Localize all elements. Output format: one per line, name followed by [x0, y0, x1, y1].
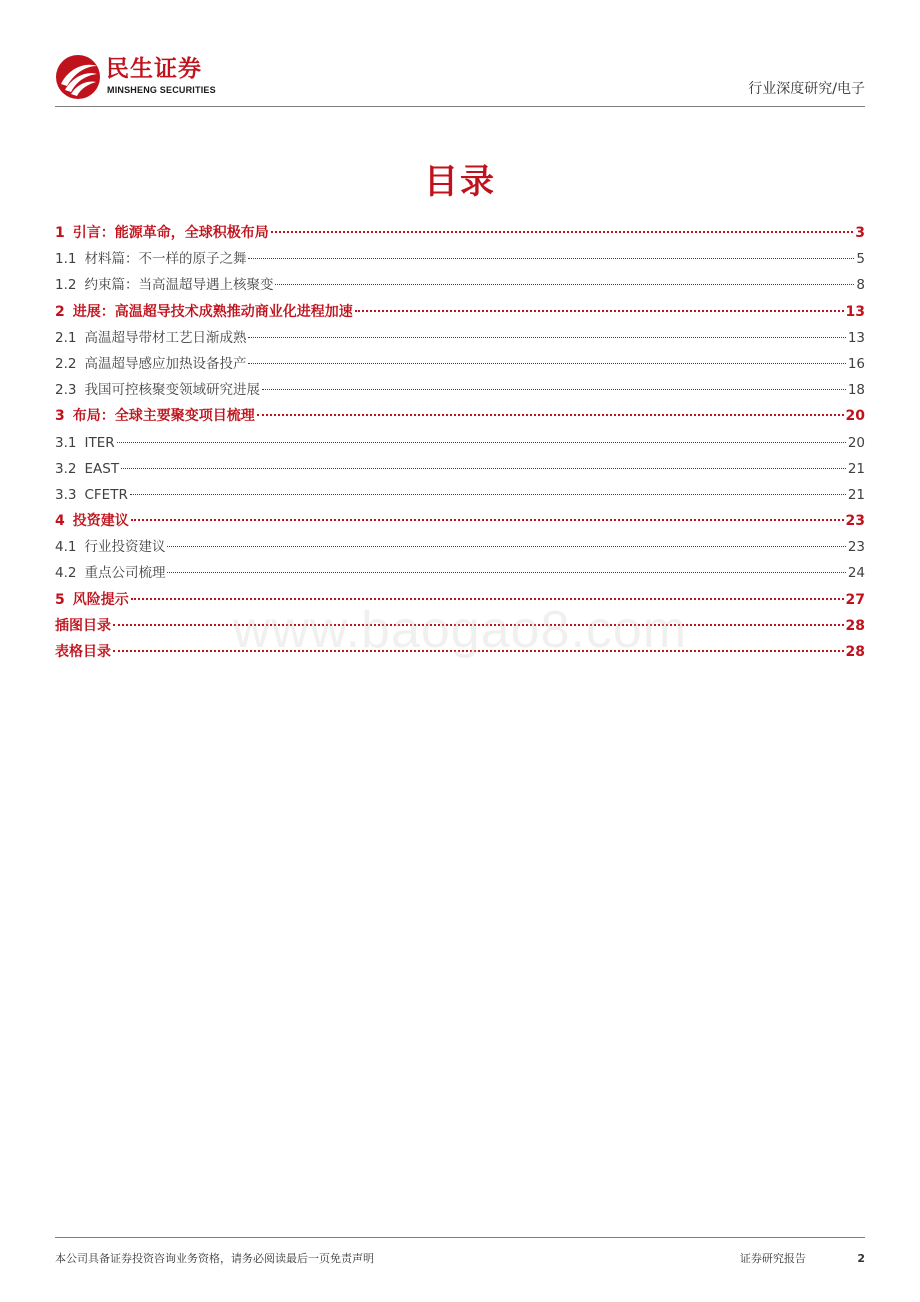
- toc-entry-label: [55, 272, 273, 298]
- toc-entry-number: 2.3: [55, 382, 77, 399]
- toc-entry[interactable]: [55, 482, 865, 508]
- toc-entry-label: [55, 639, 111, 665]
- toc-entry-label: [55, 534, 165, 560]
- company-logo: [55, 54, 275, 102]
- toc-entry-page: 8: [856, 277, 865, 294]
- toc-entry[interactable]: [55, 587, 865, 613]
- toc-entry-text: 风险提示: [72, 591, 129, 608]
- toc-entry-label: [55, 246, 246, 272]
- toc-entry-page: 20: [847, 434, 865, 451]
- toc-entry-text: 高温超导感应加热设备投产: [84, 355, 247, 372]
- page-header: [55, 50, 865, 107]
- toc-entry[interactable]: [55, 508, 865, 534]
- toc-entry[interactable]: [55, 403, 865, 429]
- toc-entry[interactable]: [55, 351, 865, 377]
- toc-entry-number: 1.1: [55, 251, 77, 268]
- toc-leader-dots: [113, 623, 844, 626]
- toc-entry[interactable]: [55, 613, 865, 639]
- toc-entry-label: [55, 430, 115, 456]
- toc-entry-label: [55, 220, 269, 246]
- minsheng-logo-icon: [55, 54, 101, 100]
- toc-entry-page: 23: [845, 513, 865, 530]
- toc-entry-text: 引言：能源革命，全球积极布局: [72, 225, 269, 241]
- toc-entry[interactable]: [55, 325, 865, 351]
- toc-entry-label: [55, 508, 129, 534]
- toc-leader-dots: [355, 309, 844, 312]
- logo-chinese-name: 民生证券: [106, 56, 202, 82]
- toc-entry-page: 13: [845, 303, 865, 320]
- toc-entry[interactable]: [55, 272, 865, 298]
- toc-entry[interactable]: [55, 246, 865, 272]
- toc-entry-label: [55, 377, 260, 403]
- toc-entry-number: 1: [55, 225, 65, 241]
- toc-entry-text: CFETR: [84, 486, 128, 503]
- toc-leader-dots: [271, 230, 854, 233]
- toc-leader-dots: [167, 545, 845, 547]
- toc-leader-dots: [257, 413, 844, 416]
- toc-entry[interactable]: [55, 430, 865, 456]
- toc-entry-page: 21: [847, 460, 865, 477]
- toc-entry-label: [55, 587, 129, 613]
- toc-entry[interactable]: [55, 456, 865, 482]
- toc-leader-dots: [248, 336, 845, 338]
- footer-report-type: 证券研究报告: [739, 1252, 806, 1265]
- toc-entry-page: 5: [856, 251, 865, 268]
- table-of-contents: [55, 220, 865, 665]
- toc-entry-page: 18: [847, 382, 865, 399]
- toc-entry-number: 4.1: [55, 539, 77, 556]
- toc-entry-page: 3: [855, 225, 865, 241]
- toc-entry[interactable]: [55, 377, 865, 403]
- toc-entry-text: 布局：全球主要聚变项目梳理: [72, 408, 255, 425]
- toc-entry-label: [55, 403, 255, 429]
- toc-entry-text: 高温超导带材工艺日渐成熟: [84, 329, 247, 346]
- toc-leader-dots: [248, 362, 845, 364]
- toc-leader-dots: [248, 257, 854, 259]
- toc-entry-page: 21: [847, 486, 865, 503]
- toc-entry-text: 材料篇：不一样的原子之舞: [84, 251, 247, 268]
- toc-entry-page: 28: [845, 617, 865, 634]
- page-footer: [55, 1237, 865, 1268]
- toc-entry[interactable]: [55, 560, 865, 586]
- toc-entry-number: 4: [55, 513, 65, 530]
- toc-entry-text: ITER: [84, 434, 115, 451]
- toc-entry-page: 13: [847, 329, 865, 346]
- toc-leader-dots: [121, 467, 846, 469]
- toc-leader-dots: [131, 597, 844, 600]
- toc-entry-number: 3.1: [55, 434, 77, 451]
- toc-entry-page: 16: [847, 355, 865, 372]
- toc-entry[interactable]: [55, 534, 865, 560]
- toc-entry-number: 3.2: [55, 460, 77, 477]
- toc-entry-text: EAST: [84, 460, 120, 477]
- toc-leader-dots: [130, 493, 846, 495]
- toc-entry-page: 28: [845, 644, 865, 660]
- footer-disclaimer: 本公司具备证券投资咨询业务资格，请务必阅读最后一页免责声明: [55, 1252, 374, 1265]
- toc-entry-number: 2: [55, 303, 65, 320]
- toc-leader-dots: [131, 518, 844, 521]
- toc-entry-number: 3.3: [55, 486, 77, 503]
- toc-entry-text: 进展：高温超导技术成熟推动商业化进程加速: [72, 303, 353, 320]
- toc-entry-label: [55, 299, 353, 325]
- toc-entry-label: [55, 613, 111, 639]
- logo-english-name: MINSHENG SECURITIES: [107, 85, 216, 95]
- footer-right: [740, 1250, 865, 1266]
- toc-leader-dots: [262, 388, 846, 390]
- toc-leader-dots: [113, 649, 844, 652]
- toc-entry-text: 行业投资建议: [84, 539, 166, 556]
- toc-entry-number: 1.2: [55, 277, 77, 294]
- report-category: 行业深度研究/电子: [748, 81, 865, 97]
- page-title: 目录: [424, 162, 496, 202]
- toc-leader-dots: [117, 441, 846, 443]
- toc-entry-number: 2.1: [55, 329, 77, 346]
- toc-entry-text: 投资建议: [72, 513, 129, 530]
- watermark: www.baogao8.com: [232, 601, 688, 659]
- toc-entry-page: 23: [847, 539, 865, 556]
- toc-entry-label: [55, 351, 246, 377]
- toc-entry-number: 3: [55, 408, 65, 425]
- toc-entry-text: 约束篇：当高温超导遇上核聚变: [84, 277, 274, 294]
- toc-entry-text: 重点公司梳理: [84, 565, 166, 582]
- toc-entry-text: 插图目录: [55, 617, 111, 634]
- toc-entry-page: 24: [847, 565, 865, 582]
- toc-entry-page: 27: [845, 591, 865, 608]
- toc-leader-dots: [275, 283, 854, 285]
- toc-entry-label: [55, 560, 165, 586]
- toc-entry-label: [55, 482, 128, 508]
- toc-entry[interactable]: [55, 220, 865, 246]
- toc-entry-number: 4.2: [55, 565, 77, 582]
- toc-entry[interactable]: [55, 299, 865, 325]
- toc-entry-text: 我国可控核聚变领域研究进展: [84, 382, 260, 399]
- toc-entry-page: 20: [845, 408, 865, 425]
- toc-entry[interactable]: [55, 639, 865, 665]
- toc-entry-label: [55, 456, 119, 482]
- footer-page-number: 2: [857, 1252, 865, 1265]
- toc-leader-dots: [167, 571, 845, 573]
- toc-entry-number: 5: [55, 591, 65, 608]
- toc-entry-label: [55, 325, 246, 351]
- toc-entry-text: 表格目录: [55, 644, 111, 660]
- toc-entry-number: 2.2: [55, 355, 77, 372]
